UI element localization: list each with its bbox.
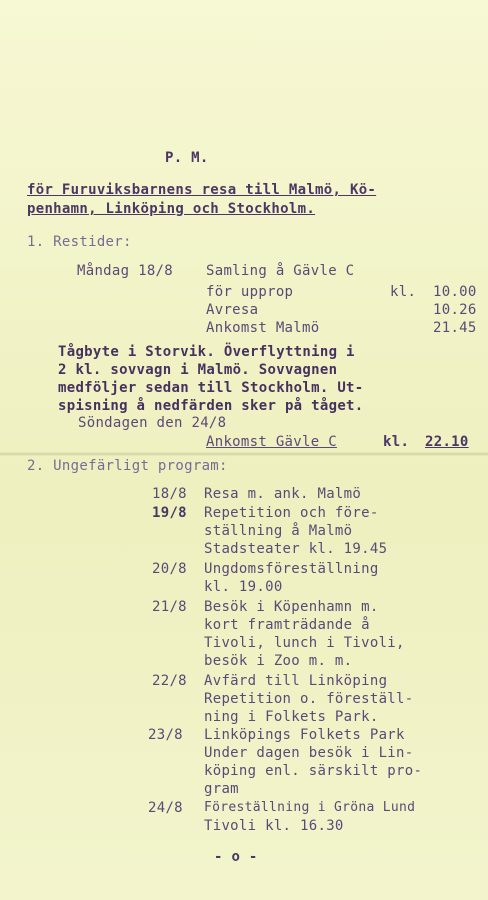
schedule-time: 10.00	[433, 284, 477, 300]
schedule-kl: kl.	[390, 284, 417, 300]
memo-heading: P. M.	[165, 150, 209, 166]
return-arrival-kl: kl.	[383, 434, 410, 450]
return-arrival-time: 22.10	[425, 434, 469, 450]
program-line: ning i Folkets Park.	[204, 709, 379, 725]
program-line: Besök i Köpenhamn m.	[204, 599, 379, 615]
schedule-event: Avresa	[206, 302, 259, 318]
section-1-heading: 1. Restider:	[27, 234, 132, 250]
title-line-1: för Furuviksbarnens resa till Malmö, Kö-	[27, 182, 377, 198]
schedule-event: Samling å Gävle C	[206, 263, 355, 279]
program-line: Repetition och före-	[204, 505, 379, 521]
return-date: Söndagen den 24/8	[78, 415, 227, 431]
program-line: köping enl. särskilt pro-	[204, 763, 423, 779]
program-line: Tivoli kl. 16.30	[204, 818, 344, 834]
program-date: 20/8	[152, 561, 187, 577]
program-line: Linköpings Folkets Park	[204, 727, 405, 743]
program-date: 21/8	[152, 599, 187, 615]
schedule-day: Måndag 18/8	[77, 263, 174, 279]
program-line: Ungdomsföreställning	[204, 561, 379, 577]
program-line: kort framträdande å	[204, 617, 370, 633]
program-line: ställning å Malmö	[204, 523, 353, 539]
schedule-event: Ankomst Malmö	[206, 320, 320, 336]
program-date: 18/8	[152, 486, 187, 502]
travel-note-line: medföljer sedan till Stockholm. Ut-	[58, 380, 364, 396]
section-2-heading: 2. Ungefärligt program:	[27, 458, 228, 474]
schedule-time: 10.26	[433, 302, 477, 318]
program-line: kl. 19.00	[204, 579, 283, 595]
program-line: besök i Zoo m. m.	[204, 653, 353, 669]
program-line: Tivoli, lunch i Tivoli,	[204, 635, 405, 651]
title-line-2: penhamn, Linköping och Stockholm.	[27, 201, 316, 217]
program-date: 24/8	[148, 800, 183, 816]
program-line: Under dagen besök i Lin-	[204, 745, 414, 761]
program-line: Resa m. ank. Malmö	[204, 486, 362, 502]
program-line: Föreställning i Gröna Lund	[204, 800, 416, 815]
program-line: Avfärd till Linköping	[204, 673, 388, 689]
program-date: 23/8	[148, 727, 183, 743]
travel-note-line: Tågbyte i Storvik. Överflyttning i	[58, 344, 355, 360]
program-line: gram	[204, 781, 239, 797]
paper-fold	[0, 452, 488, 456]
program-line: Stadsteater kl. 19.45	[204, 541, 388, 557]
travel-note-line: spisning å nedfärden sker på tåget.	[58, 398, 364, 414]
program-date: 22/8	[152, 673, 187, 689]
return-arrival-event: Ankomst Gävle C	[206, 434, 337, 450]
travel-note-line: 2 kl. sovvagn i Malmö. Sovvagnen	[58, 362, 338, 378]
program-line: Repetition o. föreställ-	[204, 691, 414, 707]
program-date: 19/8	[152, 505, 187, 521]
end-mark: - o -	[214, 849, 258, 865]
schedule-time: 21.45	[433, 320, 477, 336]
schedule-event: för upprop	[206, 284, 294, 300]
